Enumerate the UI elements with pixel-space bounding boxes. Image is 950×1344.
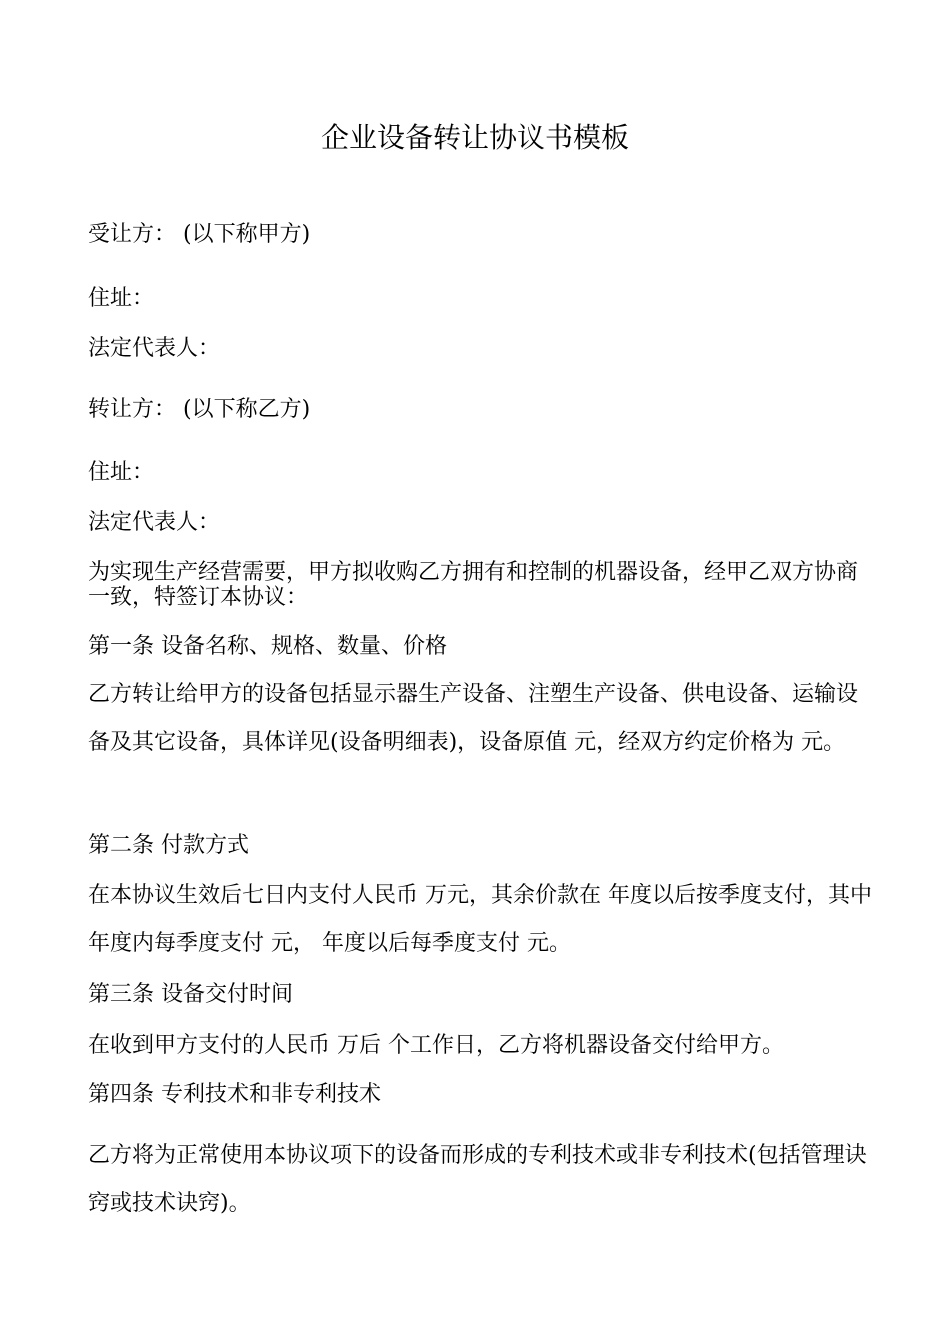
article-4-body: 乙方将为正常使用本协议项下的设备而形成的专利技术或非专利技术(包括管理诀窍或技术诀窍)。 (88, 1143, 867, 1216)
article-2-heading: 第二条 付款方式 (88, 833, 249, 858)
transferee-address: 住址： (88, 286, 155, 311)
article-1-body: 乙方转让给甲方的设备包括显示器生产设备、注塑生产设备、供电设备、运输设备及其它设备，具体详见(设备明细表)，设备原值 元，经双方约定价格为 元。 (88, 682, 859, 755)
document-title: 企业设备转让协议书模板 (320, 121, 629, 154)
article-3-heading: 第三条 设备交付时间 (88, 982, 293, 1007)
transferor-line: 转让方： (以下称乙方) (88, 397, 311, 422)
article-1-heading: 第一条 设备名称、规格、数量、价格 (88, 634, 447, 659)
article-4-heading: 第四条 专利技术和非专利技术 (88, 1082, 381, 1107)
transferee-representative: 法定代表人： (88, 336, 221, 361)
article-3-body: 在收到甲方支付的人民币 万后 个工作日，乙方将机器设备交付给甲方。 (88, 1033, 784, 1058)
transferor-address: 住址： (88, 460, 155, 485)
preamble-paragraph: 为实现生产经营需要，甲方拟收购乙方拥有和控制的机器设备，经甲乙双方协商一致，特签订本协议： (88, 560, 859, 610)
article-2-body: 在本协议生效后七日内支付人民币 万元，其余价款在 年度以后按季度支付，其中 年度内每季度支付 元， 年度以后每季度支付 元。 (88, 883, 872, 956)
transferee-line: 受让方： (以下称甲方) (88, 222, 311, 247)
transferor-representative: 法定代表人： (88, 510, 221, 535)
